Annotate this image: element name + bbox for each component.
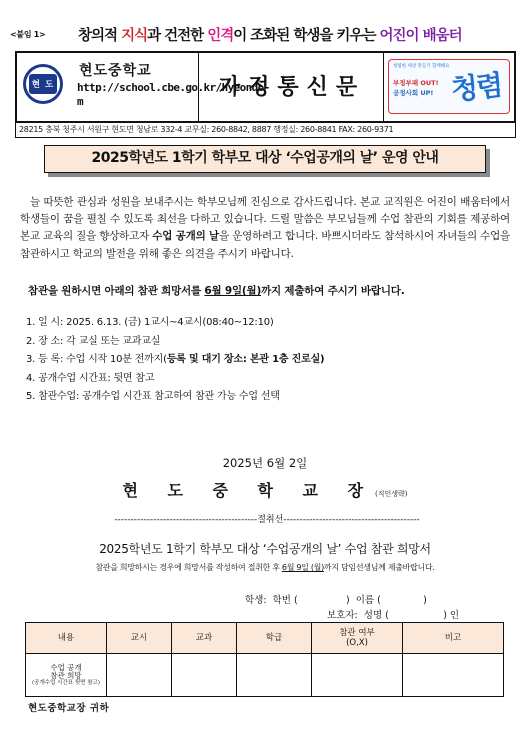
motto-part: 창의적 bbox=[78, 28, 122, 44]
attachment-tag: <붙임 1> bbox=[10, 30, 46, 39]
newsletter-title: 가정통신문 bbox=[218, 75, 366, 100]
body-text: 을 운영하려고 합니다. 바쁘시더라도 참석하시어 자녀들의 수업을 참관하시고 학교의 발전을 위해 좋은 의견을 주시기 바랍니다. bbox=[20, 230, 510, 260]
column-header: 교과 bbox=[172, 623, 237, 654]
parent-info-field[interactable]: 보호자: 성명 ( ) 인 bbox=[327, 610, 460, 621]
row-label-line: 참관 희망 bbox=[50, 671, 82, 680]
class-cell[interactable] bbox=[237, 654, 312, 697]
list-item bbox=[26, 388, 324, 407]
school-name: 현도중학교 bbox=[79, 63, 152, 79]
form-note bbox=[0, 562, 530, 573]
list-item-text: 1. 일 시: 2025. 6.13. (금) 1교시~4교시(08:40~12:10) bbox=[26, 317, 274, 328]
address-bar: 28215 충북 청주시 서원구 현도면 청남로 332-4 교무실: 260-8842, 8887 행정실: 260-8841 FAX: 260-9371 bbox=[15, 123, 516, 138]
body-highlight: 수업 공개의 날 bbox=[152, 230, 220, 243]
banner-line-2: 공정사회 UP! bbox=[393, 89, 434, 97]
form-note-text: 참관을 희망하시는 경우에 희망서를 작성하여 절취한 후 bbox=[95, 563, 282, 572]
event-details-list bbox=[26, 314, 324, 407]
table-header-row bbox=[26, 623, 504, 654]
header-divider bbox=[383, 53, 384, 121]
table-row bbox=[26, 654, 504, 697]
form-note-text: 까지 담임선생님께 제출바랍니다. bbox=[323, 563, 435, 572]
letter-header bbox=[15, 51, 516, 123]
list-item-text: 5. 참관수업: 공개수업 시간표 참고하여 참관 가능 수업 선택 bbox=[26, 391, 280, 402]
banner-slogan: 청렴한 세상 만들기 함께해요 bbox=[393, 64, 450, 69]
row-label-line: 수업 공개 bbox=[50, 663, 82, 672]
remarks-cell[interactable] bbox=[403, 654, 504, 697]
school-motto bbox=[78, 24, 462, 45]
row-label-note: (공개수업 시간표 뒷면 참고) bbox=[32, 680, 100, 686]
principal-signature bbox=[0, 478, 530, 501]
school-logo-text: 현 도 bbox=[29, 74, 57, 94]
motto-part: 과 건전한 bbox=[147, 28, 208, 44]
column-header: 교시 bbox=[107, 623, 172, 654]
list-item-text: 3. 등 록: 수업 시작 10분 전까지( bbox=[26, 354, 167, 365]
column-header: 비고 bbox=[403, 623, 504, 654]
deadline-date: 6월 9일(월) bbox=[204, 285, 262, 297]
issue-date: 2025년 6월 2일 bbox=[222, 456, 308, 470]
period-cell[interactable] bbox=[107, 654, 172, 697]
motto-keyword-knowledge: 지식 bbox=[121, 28, 148, 44]
motto-keyword-school: 어진이 배움터 bbox=[379, 28, 462, 44]
attendance-cell[interactable] bbox=[312, 654, 403, 697]
list-item-text: 4. 공개수업 시간표: 뒷면 참고 bbox=[26, 372, 155, 384]
seal-note: (직인생략) bbox=[375, 490, 408, 498]
form-addressee: 현도중학교장 귀하 bbox=[28, 703, 110, 714]
notice-title: 2025학년도 1학기 학부모 대상 ‘수업공개의 날’ 운영 안내 bbox=[44, 145, 486, 173]
column-header: 학급 bbox=[237, 623, 312, 654]
list-item-text: 2. 장 소: 각 교실 또는 교과교실 bbox=[26, 335, 161, 347]
banner-line-1: 부정부패 OUT! bbox=[393, 79, 439, 87]
banner-logo-text: 청렴 bbox=[449, 68, 503, 107]
cut-line: --------------------------------------------절취선------------------------------------------ bbox=[114, 515, 420, 525]
motto-keyword-character: 인격 bbox=[207, 28, 234, 44]
list-item-bold: 등록 및 대기 장소: 본관 1층 진로실) bbox=[166, 354, 325, 365]
form-title: 2025학년도 1학기 학부모 대상 ‘수업공개의 날’ 수업 참관 희망서 bbox=[99, 542, 431, 556]
motto-part: 이 조화된 학생을 키우는 bbox=[233, 28, 380, 44]
list-item bbox=[26, 351, 324, 370]
notice-text: 까지 제출하여 주시기 바랍니다. bbox=[261, 285, 405, 297]
column-header: 참관 여부 (O,X) bbox=[312, 623, 403, 654]
list-item bbox=[26, 333, 324, 352]
school-url[interactable]: http://school.cbe.go.kr/hyeondo-m bbox=[77, 81, 270, 108]
deadline-notice bbox=[28, 283, 405, 298]
principal-title: 현 도 중 학 교 장 bbox=[122, 481, 376, 500]
subject-cell[interactable] bbox=[172, 654, 237, 697]
form-deadline: 6월 9일 (월) bbox=[281, 563, 324, 572]
row-label bbox=[26, 654, 107, 697]
body-paragraph bbox=[20, 194, 510, 263]
list-item bbox=[26, 314, 324, 333]
column-header: 내용 bbox=[26, 623, 107, 654]
notice-text: 참관을 원하시면 아래의 참관 희망서를 bbox=[28, 285, 205, 297]
integrity-banner bbox=[388, 59, 510, 114]
observation-request-table bbox=[25, 622, 504, 697]
school-logo bbox=[23, 64, 63, 104]
student-info-field[interactable]: 학생: 학번 ( ) 이름 ( ) bbox=[245, 595, 427, 606]
body-text: 늘 따뜻한 관심과 성원을 보내주시는 학부모님께 진심으로 감사드립니다. 본교 교직원은 어진이 배움터에서 학생들이 꿈을 펼칠 수 있도록 최선을 다하고 있습니다. 드릴 말씀은 부모님들께 수업 참관의 기회를 제공하여 본교 교육의 질을 향상하고자 bbox=[20, 196, 510, 243]
list-item bbox=[26, 370, 324, 389]
